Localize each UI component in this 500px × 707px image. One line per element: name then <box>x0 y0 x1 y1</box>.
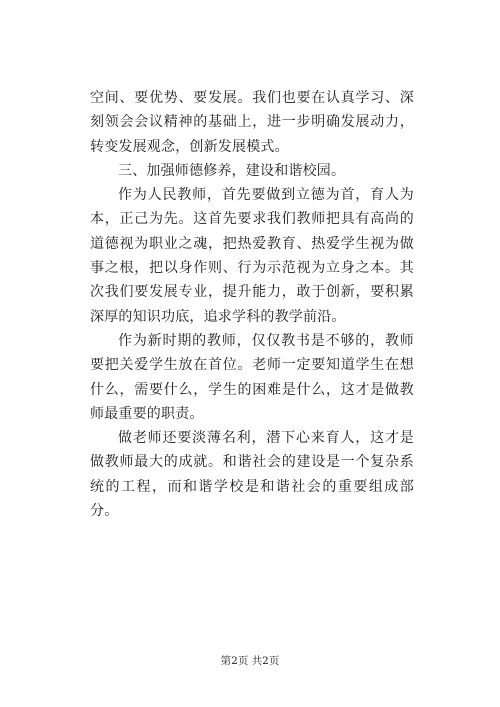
section-heading: 三、加强师德修养，建设和谐校园。 <box>118 162 346 179</box>
paragraph-care-students: 作为新时期的教师，仅仅教书是不够的，教师要把关爱学生放在首位。老师一定要知道学生在想什么，需要什么，学生的困难是什么，这才是做教师最重要的职责。 <box>90 332 414 422</box>
paragraph-continuation: 空间、要优势、要发展。我们也要在认真学习、深刻领会会议精神的基础上，进一步明确发展动力，转变发展观念，创新发展模式。 <box>90 90 414 155</box>
paragraph-harmonious-school: 做老师还要淡薄名利，潜下心来育人，这才是做教师最大的成就。和谐社会的建设是一个复杂系统的工程，而和谐学校是和谐社会的重要组成部分。 <box>90 430 414 520</box>
document-body <box>90 86 414 523</box>
paragraph-teacher-ethics: 作为人民教师，首先要做到立德为首，育人为本，正己为先。这首先要求我们教师把具有高尚的道德视为职业之魂，把热爱教育、热爱学生视为做事之根，把以身作则、行为示范视为立身之本。其次我们要发展专业，提升能力，敢于创新，要积累深厚的知识功底，追求学科的教学前沿。 <box>90 187 414 325</box>
page-footer: 第2页 共2页 <box>220 655 280 667</box>
